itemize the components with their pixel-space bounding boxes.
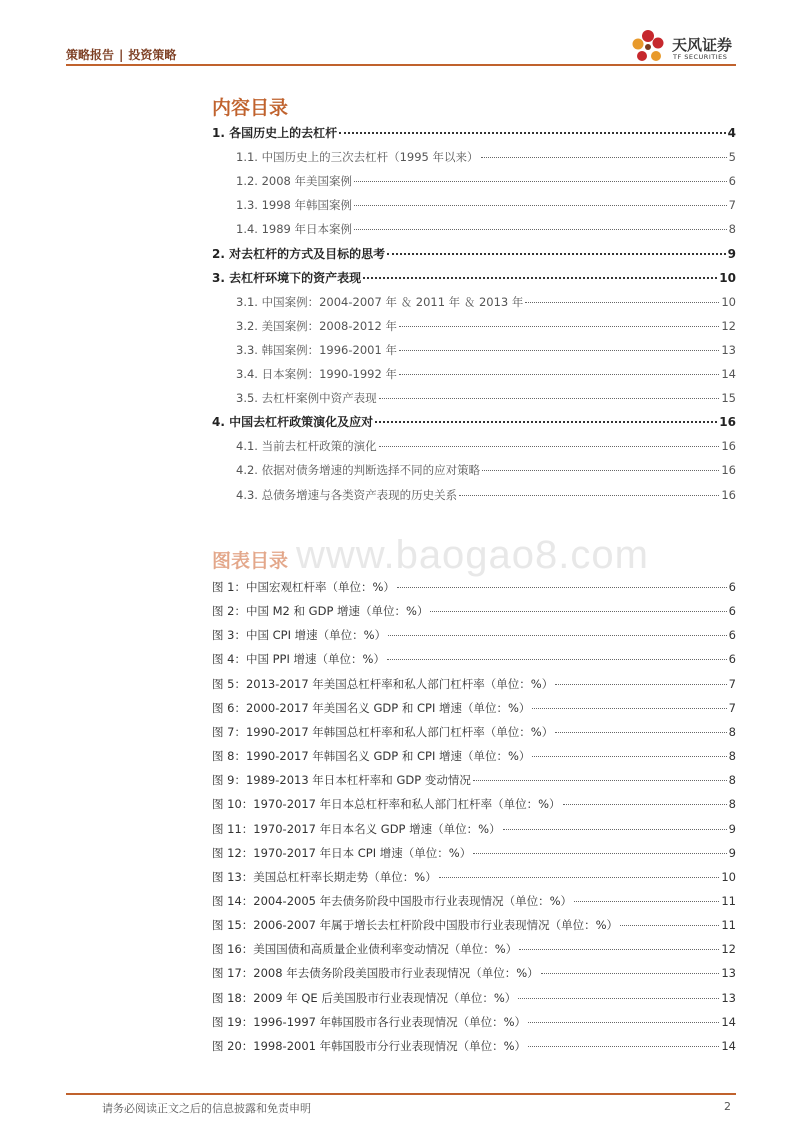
toc-entry-label: 1.2. 2008 年美国案例 [236,174,353,189]
figure-entry[interactable] [212,941,736,957]
toc-entry-page: 14 [721,367,736,381]
dot-leader [473,853,726,854]
toc-entry-page: 7 [728,198,736,213]
toc-entry[interactable] [236,173,736,189]
dot-leader [541,973,720,974]
figure-entry-label: 图 1：中国宏观杠杆率（单位：%） [212,580,395,594]
figure-entry-page: 6 [728,652,736,667]
toc-entry[interactable] [236,342,736,358]
figure-entry[interactable] [212,869,736,885]
toc-entry-page: 15 [721,391,736,406]
company-name-en: TF SECURITIES [673,53,728,61]
figure-entry-label: 图 10：1970-2017 年日本总杠杆率和私人部门杠杆率（单位：%） [212,797,561,812]
toc-entry-label: 3. 去杠杆环境下的资产表现 [212,270,362,285]
figure-entry-label: 图 12：1970-2017 年日本 CPI 增速（单位：%） [212,845,472,860]
toc-entry-page: 4 [727,126,736,140]
figure-entry[interactable] [212,990,736,1006]
figure-entry-label: 图 4：中国 PPI 增速（单位：%） [212,652,385,667]
figure-entry-page: 8 [728,724,736,739]
dot-leader [532,756,726,757]
toc-entry[interactable] [236,487,736,503]
toc-entry-page: 16 [721,487,736,502]
toc-entry-page: 16 [721,439,736,454]
figure-entry-label: 图 14：2004-2005 年去债务阶段中国股市行业表现情况（单位：%） [212,893,573,908]
dot-leader [574,901,719,902]
toc-entry-label: 1.1. 中国历史上的三次去杠杆（1995 年以来） [236,150,479,165]
toc-entry-page: 9 [727,246,736,261]
company-name: 天风证券 [672,36,733,54]
toc-entry-label: 4.3. 总债务增速与各类资产表现的历史关系 [236,487,458,502]
toc-entry-page: 12 [721,318,736,333]
toc-entry-label: 2. 对去杠杆的方式及目标的思考 [212,246,386,261]
toc-entry-label: 3.3. 韩国案例：1996-2001 年 [236,342,397,357]
dot-leader [459,495,719,496]
figure-entry-label: 图 9：1989-2013 年日本杠杆率和 GDP 变动情况 [212,773,471,788]
figure-entry[interactable] [212,676,736,692]
figure-entry[interactable] [212,917,736,933]
dot-leader [339,132,726,134]
footer-disclaimer: 请务必阅读正文之后的信息披露和免责申明 [102,1102,311,1115]
dot-leader [397,587,727,588]
figure-entry-label: 图 19：1996-1997 年韩国股市各行业表现情况（单位：%） [212,1014,527,1029]
dot-leader [519,949,719,950]
toc-entry-label: 3.5. 去杠杆案例中资产表现 [236,391,377,406]
figure-entry[interactable] [212,821,736,837]
toc-entry-label: 4.1. 当前去杠杆政策的演化 [236,439,377,454]
dot-leader [354,205,727,206]
dot-leader [620,925,719,926]
toc-entry-page: 8 [728,222,736,237]
toc-entry[interactable] [236,390,736,406]
figure-entry-page: 7 [728,676,736,691]
dot-leader [439,877,720,878]
page-header [0,0,800,80]
dot-leader [528,1046,719,1047]
figure-entry-page: 9 [728,845,736,860]
toc-entry-label: 1. 各国历史上的去杠杆 [212,126,338,140]
figure-entry-label: 图 8：1990-2017 年韩国名义 GDP 和 CPI 增速（单位：%） [212,749,531,764]
dot-leader [532,708,726,709]
figure-entry-page: 13 [721,990,736,1005]
figure-entry[interactable] [212,772,736,788]
dot-leader [387,253,726,255]
toc-entry-page: 10 [719,270,736,285]
figure-entry-label: 图 11：1970-2017 年日本名义 GDP 增速（单位：%） [212,821,501,836]
figure-entry-page: 8 [728,773,736,788]
toc-entry-label: 3.1. 中国案例：2004-2007 年 ＆ 2011 年 ＆ 2013 年 [236,294,524,309]
dot-leader [555,732,726,733]
dot-leader [399,326,719,327]
toc-entry-page: 10 [721,294,736,309]
dot-leader [387,659,727,660]
figure-entry-label: 图 3：中国 CPI 增速（单位：%） [212,628,387,643]
figure-entry[interactable] [212,700,736,716]
dot-leader [354,181,727,182]
flower-logo-icon [628,28,670,64]
toc-entry-label: 3.4. 日本案例：1990-1992 年 [236,367,397,381]
toc-entry-page: 13 [721,342,736,357]
figure-entry-label: 图 15：2006-2007 年属于增长去杠杆阶段中国股市行业表现情况（单位：%） [212,918,619,933]
toc-entry-page: 16 [719,415,736,430]
figure-entry[interactable] [212,845,736,861]
toc-entry[interactable] [236,294,736,310]
dot-leader [379,398,720,399]
toc-entry[interactable] [212,246,736,262]
toc-entry[interactable] [236,438,736,454]
figure-entry-page: 11 [721,918,736,933]
dot-leader [555,684,726,685]
dot-leader [363,277,717,279]
figure-entry-label: 图 6：2000-2017 年美国名义 GDP 和 CPI 增速（单位：%） [212,700,531,715]
figure-entry-page: 8 [728,749,736,764]
company-logo [628,28,738,64]
toc-entry[interactable] [236,149,736,165]
figure-entry[interactable] [212,796,736,812]
toc-entry-label: 4.2. 依据对债务增速的判断选择不同的应对策略 [236,463,481,478]
dot-leader [482,470,719,471]
figure-entry[interactable] [212,724,736,740]
figure-entry[interactable] [212,748,736,764]
dot-leader [399,374,719,375]
header-divider [66,64,736,66]
toc-entry[interactable] [236,221,736,237]
toc-entry[interactable] [212,414,736,430]
report-category [66,46,176,63]
dot-leader [563,804,727,805]
figure-entry-label: 图 2：中国 M2 和 GDP 增速（单位：%） [212,604,429,619]
figure-entry-page: 12 [721,942,736,957]
toc-entry-page: 16 [721,463,736,478]
figure-entry-page: 14 [721,1014,736,1029]
figure-entry-page: 6 [728,580,736,594]
figure-entry-label: 图 13：美国总杠杆率长期走势（单位：%） [212,869,437,884]
figure-entry[interactable] [212,579,736,595]
toc-entry-page: 5 [728,150,736,165]
figure-entry[interactable] [212,1014,736,1030]
report-subtype: 投资策略 [128,48,177,62]
figure-list-title: 图表目录 [212,550,289,572]
toc-entry[interactable] [236,462,736,478]
header-separator: | [119,48,124,62]
toc-entry-page: 6 [728,174,736,189]
figure-entry-label: 图 20：1998-2001 年韩国股市分行业表现情况（单位：%） [212,1038,527,1053]
figure-entry-page: 9 [728,821,736,836]
figure-entry-page: 6 [728,604,736,619]
dot-leader [379,446,720,447]
figure-entry[interactable] [212,893,736,909]
figure-entry-label: 图 7：1990-2017 年韩国总杠杆率和私人部门杠杆率（单位：%） [212,724,554,739]
dot-leader [388,635,727,636]
dot-leader [354,229,727,230]
figure-entry-page: 7 [728,700,736,715]
toc-entry[interactable] [236,197,736,213]
figure-entry[interactable] [212,651,736,667]
dot-leader [525,302,719,303]
dot-leader [430,611,726,612]
toc-entry[interactable] [236,366,736,382]
dot-leader [518,998,719,999]
figure-entry-label: 图 16：美国国债和高质量企业债利率变动情况（单位：%） [212,942,518,957]
dot-leader [375,421,717,423]
dot-leader [473,780,727,781]
figure-entry-page: 14 [721,1038,736,1053]
figure-entry-page: 11 [721,893,736,908]
figure-entry-page: 10 [721,869,736,884]
toc-entry[interactable] [212,125,736,141]
figure-entry-page: 6 [728,628,736,643]
toc-entry-label: 4. 中国去杠杆政策演化及应对 [212,415,374,430]
footer-divider [66,1093,736,1095]
figure-entry-label: 图 17：2008 年去债务阶段美国股市行业表现情况（单位：%） [212,966,539,981]
figure-entry[interactable] [212,1038,736,1054]
toc-entry[interactable] [236,318,736,334]
toc-entry[interactable] [212,270,736,286]
dot-leader [399,350,719,351]
figure-entry-page: 8 [728,797,736,812]
watermark: www.baogao8.com [296,533,649,577]
figure-entry-label: 图 18：2009 年 QE 后美国股市行业表现情况（单位：%） [212,990,517,1005]
toc-entry-label: 3.2. 美国案例：2008-2012 年 [236,318,397,333]
toc-title: 内容目录 [212,97,289,119]
page-number: 2 [724,1100,731,1113]
figure-entry[interactable] [212,627,736,643]
dot-leader [528,1022,719,1023]
figure-entry[interactable] [212,603,736,619]
figure-entry-page: 13 [721,966,736,981]
figure-entry-label: 图 5：2013-2017 年美国总杠杆率和私人部门杠杆率（单位：%） [212,676,554,691]
report-type: 策略报告 [66,48,115,62]
dot-leader [503,829,727,830]
dot-leader [481,157,727,158]
toc-entry-label: 1.4. 1989 年日本案例 [236,222,353,237]
figure-entry[interactable] [212,965,736,981]
toc-entry-label: 1.3. 1998 年韩国案例 [236,198,353,213]
